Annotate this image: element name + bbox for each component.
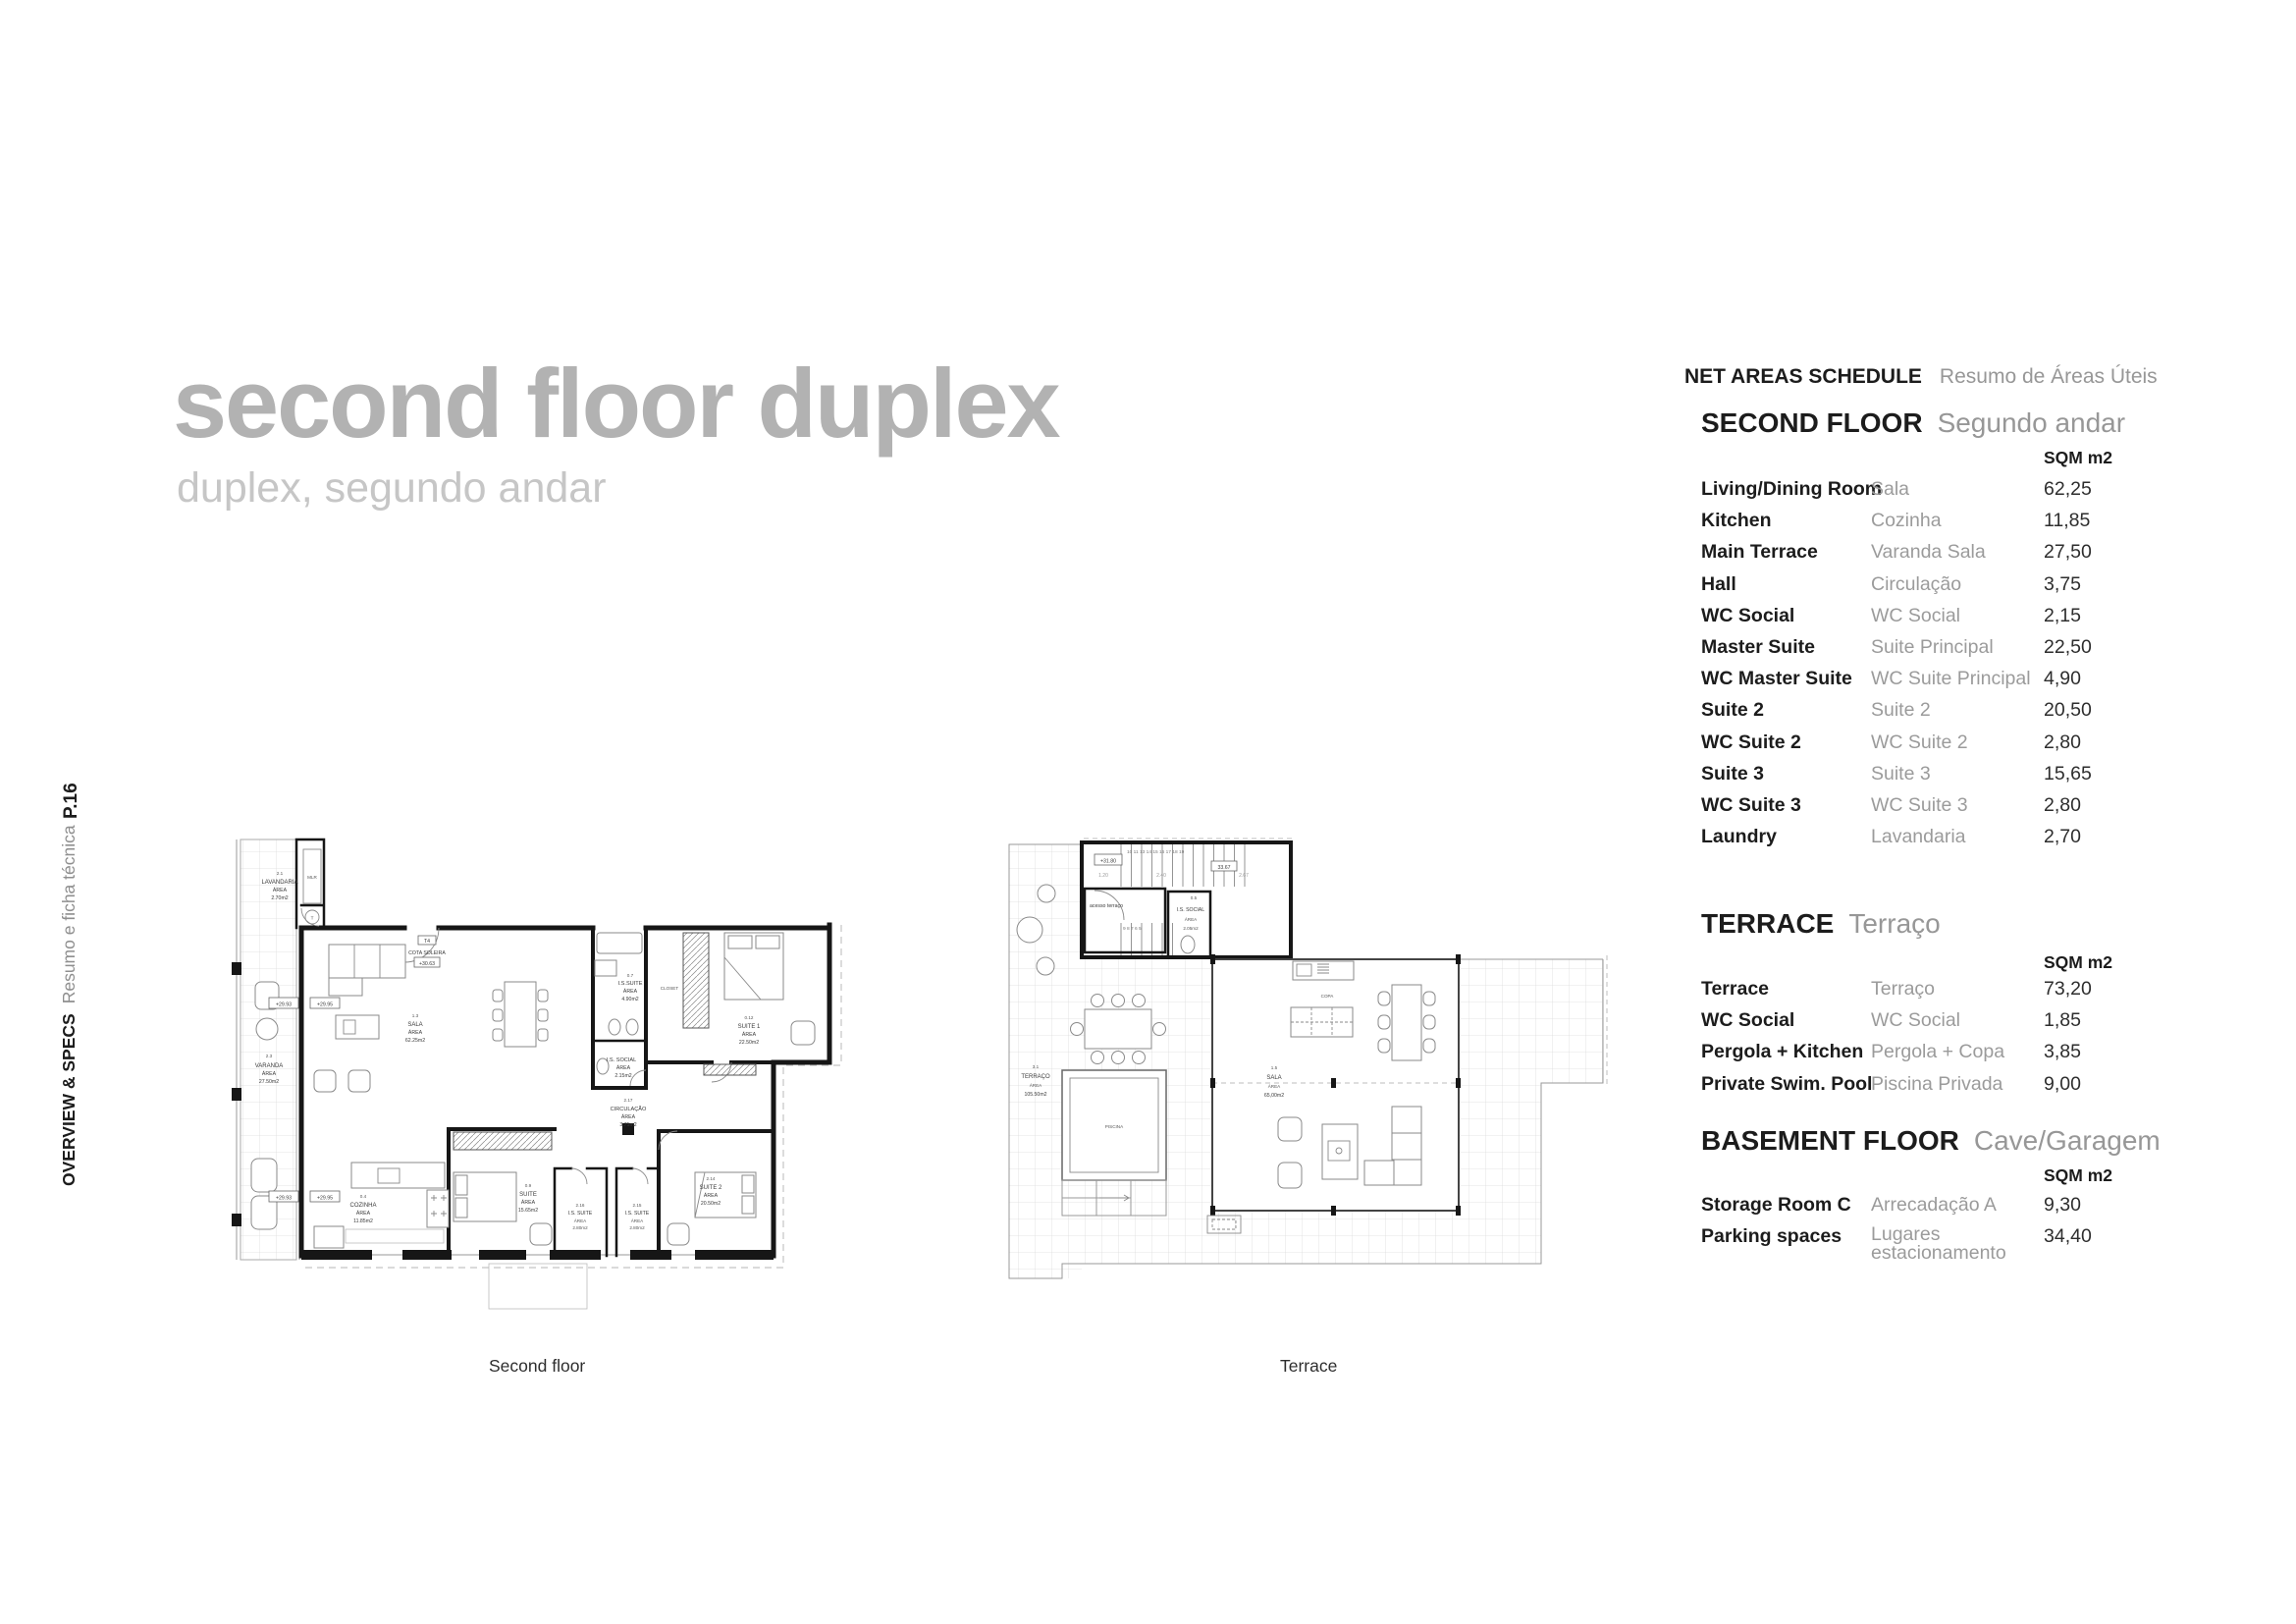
- table-row: [1701, 510, 2212, 541]
- piscina-label: PISCINA: [1104, 1124, 1124, 1129]
- row-pt: Lavandaria: [1871, 826, 1966, 848]
- row-pt: WC Suite Principal: [1871, 668, 2031, 690]
- vanity: [595, 960, 616, 976]
- svg-text:2.05m2: 2.05m2: [1183, 926, 1199, 931]
- armchair: [791, 1021, 815, 1045]
- room-label-suite1: [738, 1015, 761, 1046]
- svg-text:15.65m2: 15.65m2: [517, 1208, 539, 1214]
- svg-text:ÁREA: ÁREA: [261, 1071, 277, 1077]
- elev-box: +29.95: [316, 1001, 334, 1008]
- section-rows: [1701, 978, 2212, 1105]
- armchair: [1278, 1163, 1302, 1188]
- unit-header: SQM m2: [2044, 952, 2113, 972]
- svg-text:2.70m2: 2.70m2: [271, 895, 289, 901]
- svg-text:2.80m2: 2.80m2: [572, 1225, 588, 1230]
- armchair: [1278, 1117, 1302, 1141]
- svg-text:ÁREA: ÁREA: [1184, 917, 1198, 922]
- sofa: [1392, 1107, 1421, 1185]
- schedule-section-second-floor: [1701, 407, 2212, 848]
- svg-text:2.17: 2.17: [623, 1098, 633, 1103]
- dim-box: 33.67: [1217, 865, 1231, 871]
- svg-text:SUITE 1: SUITE 1: [737, 1024, 761, 1030]
- t4-box: T4: [423, 939, 431, 945]
- svg-text:0.5: 0.5: [1190, 895, 1198, 900]
- row-pt: WC Social: [1871, 604, 1961, 626]
- lounger: [251, 1159, 277, 1192]
- svg-text:ÁREA: ÁREA: [520, 1200, 536, 1206]
- svg-text:LAVANDARIA: LAVANDARIA: [261, 880, 298, 886]
- page-title: second floor duplex: [173, 349, 1059, 458]
- outdoor-table: [1085, 1009, 1151, 1049]
- row-pt: Sala: [1871, 478, 1910, 500]
- row-value: 4,90: [2044, 668, 2081, 690]
- cota-soleira-value: +30.63: [418, 961, 436, 967]
- dining-table: [505, 982, 536, 1047]
- kitchen-counter: [427, 1190, 449, 1227]
- stair-numbers-down: 9 8 7 6 5: [1123, 927, 1142, 932]
- svg-text:COZINHA: COZINHA: [349, 1203, 377, 1209]
- row-pt: Circulação: [1871, 572, 1962, 595]
- svg-text:SALA: SALA: [1266, 1075, 1282, 1081]
- room-label-terrace-sala: [1264, 1065, 1284, 1099]
- svg-text:ÁREA: ÁREA: [1267, 1084, 1281, 1089]
- row-en: Kitchen: [1701, 510, 1772, 532]
- row-pt: WC Suite 3: [1871, 793, 1968, 816]
- row-value: 62,25: [2044, 478, 2092, 500]
- table-row: [1701, 478, 2212, 510]
- svg-text:20.50m2: 20.50m2: [700, 1201, 721, 1207]
- room-label-is-suite: [618, 973, 643, 1002]
- svg-text:ÁREA: ÁREA: [741, 1032, 757, 1038]
- section-title-en: BASEMENT FLOOR: [1701, 1125, 1959, 1156]
- dim-label: 2.67: [1239, 873, 1249, 879]
- copa-label: COPA: [1320, 994, 1334, 999]
- svg-text:1.3: 1.3: [411, 1013, 419, 1018]
- table-row: [1701, 1225, 2212, 1272]
- toilet: [626, 1019, 638, 1035]
- row-value: 11,85: [2044, 510, 2091, 532]
- room-label-circulacao: [611, 1098, 647, 1128]
- svg-text:0.4: 0.4: [359, 1194, 367, 1199]
- section-rows: [1701, 1194, 2212, 1272]
- svg-text:I.S. SOCIAL: I.S. SOCIAL: [606, 1057, 637, 1063]
- svg-text:ÁREA: ÁREA: [620, 1114, 636, 1120]
- svg-text:3.75m2: 3.75m2: [619, 1122, 637, 1128]
- sidebar-section-en: OVERVIEW & SPECS: [59, 1013, 79, 1186]
- table-row: [1701, 978, 2212, 1009]
- table-row: [1701, 794, 2212, 826]
- svg-text:62.25m2: 62.25m2: [404, 1038, 426, 1044]
- row-pt: Piscina Privada: [1871, 1072, 2003, 1095]
- svg-text:TERRAÇO: TERRAÇO: [1021, 1074, 1050, 1080]
- media-unit: [336, 1015, 379, 1039]
- svg-text:2.1: 2.1: [276, 871, 284, 876]
- svg-text:0.9: 0.9: [524, 1183, 532, 1188]
- terrace-plan: [1001, 835, 1649, 1335]
- table-row: [1701, 731, 2212, 763]
- table-row: [1701, 668, 2212, 699]
- schedule-header-en: NET AREAS SCHEDULE: [1684, 365, 1922, 388]
- svg-text:SUITE: SUITE: [519, 1192, 537, 1198]
- row-pt: WC Social: [1871, 1009, 1961, 1032]
- page-number: P.16: [61, 783, 81, 819]
- table-row: [1701, 541, 2212, 572]
- covered-living-area: [1210, 954, 1461, 1216]
- row-value: 2,80: [2044, 731, 2081, 753]
- row-en: WC Suite 2: [1701, 731, 1801, 753]
- armchair: [348, 1070, 370, 1092]
- row-value: 1,85: [2044, 1009, 2081, 1032]
- row-en: Storage Room C: [1701, 1194, 1851, 1216]
- svg-text:65,00m2: 65,00m2: [1263, 1093, 1285, 1099]
- room-label-terrace-wc: [1177, 895, 1204, 931]
- table-row: [1701, 826, 2212, 857]
- table-row: [1701, 1194, 2212, 1225]
- closet-label: CLOSET: [660, 986, 679, 991]
- row-en: Pergola + Kitchen: [1701, 1041, 1864, 1063]
- bathtub: [597, 933, 642, 953]
- section-title: [1701, 908, 2212, 940]
- section-title-en: SECOND FLOOR: [1701, 407, 1923, 438]
- schedule-header-pt: Resumo de Áreas Úteis: [1939, 365, 2158, 388]
- row-value: 34,40: [2044, 1225, 2092, 1248]
- row-value: 2,80: [2044, 793, 2081, 816]
- armchair: [314, 1070, 336, 1092]
- row-en: Suite 3: [1701, 762, 1764, 785]
- cota-soleira-label: COTA SOLEIRA: [408, 950, 446, 956]
- svg-text:2.80m2: 2.80m2: [629, 1225, 645, 1230]
- row-pt: Lugares estacionamento: [1871, 1223, 2006, 1265]
- row-en: WC Social: [1701, 604, 1795, 626]
- sofa: [329, 945, 405, 978]
- row-value: 2,70: [2044, 826, 2081, 848]
- svg-text:I.S. SUITE: I.S. SUITE: [567, 1211, 593, 1217]
- stair-block: [1082, 842, 1291, 957]
- svg-text:ÁREA: ÁREA: [703, 1193, 719, 1199]
- svg-text:2.14: 2.14: [706, 1176, 716, 1181]
- svg-text:0.12: 0.12: [744, 1015, 754, 1020]
- svg-text:2.15m2: 2.15m2: [614, 1073, 632, 1079]
- table-row: [1701, 1073, 2212, 1105]
- room-label-sala: [405, 1013, 425, 1044]
- room-label-is-suite2: [568, 1203, 593, 1230]
- elev-box: +29.93: [275, 1001, 293, 1008]
- stair-numbers-up: 10 11 13 14 15 16 17 18 19: [1127, 850, 1185, 855]
- svg-text:ÁREA: ÁREA: [630, 1218, 644, 1223]
- row-en: Master Suite: [1701, 635, 1815, 658]
- sidebar-section-pt: Resumo e ficha técnica: [59, 825, 79, 1004]
- toilet: [609, 1019, 620, 1035]
- table-row: [1701, 605, 2212, 636]
- row-value: 27,50: [2044, 541, 2092, 564]
- table-row: [1701, 1041, 2212, 1072]
- section-title: [1701, 1125, 2212, 1157]
- schedule-section-terrace: [1701, 908, 2212, 1095]
- svg-text:1.5: 1.5: [1270, 1065, 1278, 1070]
- svg-text:I.S. SOCIAL: I.S. SOCIAL: [1176, 907, 1205, 913]
- svg-text:ÁREA: ÁREA: [272, 888, 288, 893]
- page-subtitle: duplex, segundo andar: [177, 464, 607, 512]
- row-value: 3,85: [2044, 1041, 2081, 1063]
- dining-table: [1392, 985, 1421, 1060]
- schedule-section-basement: [1701, 1125, 2212, 1265]
- svg-text:11.85m2: 11.85m2: [353, 1218, 373, 1224]
- row-pt: Cozinha: [1871, 510, 1942, 532]
- row-en: Suite 2: [1701, 699, 1764, 722]
- section-title-pt: Terraço: [1848, 908, 1941, 939]
- row-en: Main Terrace: [1701, 541, 1818, 564]
- row-value: 2,15: [2044, 604, 2081, 626]
- section-title-pt: Cave/Garagem: [1973, 1125, 2161, 1156]
- dim-label: 2.40: [1156, 873, 1166, 879]
- terrace-caption: Terrace: [1280, 1356, 1338, 1376]
- svg-text:ÁREA: ÁREA: [355, 1211, 371, 1217]
- svg-text:2.3: 2.3: [265, 1054, 273, 1058]
- svg-text:4.90m2: 4.90m2: [621, 997, 639, 1002]
- svg-text:ÁREA: ÁREA: [1029, 1083, 1042, 1088]
- row-en: Living/Dining Room: [1701, 478, 1883, 500]
- svg-text:22.50m2: 22.50m2: [738, 1040, 760, 1046]
- elev-box: +31.80: [1099, 858, 1117, 865]
- table-row: [1701, 636, 2212, 668]
- row-pt: WC Suite 2: [1871, 731, 1968, 753]
- elev-box: +29.93: [275, 1195, 293, 1202]
- row-en: Hall: [1701, 572, 1736, 595]
- dim-label: 1.20: [1098, 873, 1108, 879]
- svg-text:3.1: 3.1: [1032, 1064, 1040, 1069]
- row-value: 9,30: [2044, 1194, 2081, 1216]
- room-label-suite: [518, 1183, 538, 1214]
- svg-text:27.50m2: 27.50m2: [258, 1079, 280, 1085]
- svg-text:0.7: 0.7: [626, 973, 634, 978]
- second-floor-plan: [226, 835, 893, 1335]
- chair: [1038, 885, 1055, 902]
- row-value: 22,50: [2044, 635, 2092, 658]
- svg-text:ÁREA: ÁREA: [573, 1218, 587, 1223]
- room-label-is-suite3: [625, 1203, 650, 1230]
- room-label-is-social: [607, 1057, 636, 1079]
- svg-text:105.50m2: 105.50m2: [1024, 1092, 1047, 1098]
- row-pt: Terraço: [1871, 978, 1936, 1000]
- section-title: [1701, 407, 2212, 439]
- unit-header: SQM m2: [2044, 448, 2113, 467]
- mlr-label: MLR: [307, 875, 317, 880]
- coffee-table: [1322, 1124, 1358, 1179]
- table-row: [1701, 1009, 2212, 1041]
- toilet: [1181, 936, 1195, 953]
- svg-text:SUITE 2: SUITE 2: [699, 1185, 722, 1191]
- svg-text:I.S.SUITE: I.S.SUITE: [617, 981, 643, 987]
- row-value: 3,75: [2044, 572, 2081, 595]
- elev-box: +29.95: [316, 1195, 334, 1202]
- row-en: WC Master Suite: [1701, 668, 1852, 690]
- row-en: Laundry: [1701, 826, 1777, 848]
- row-pt: Pergola + Copa: [1871, 1041, 2005, 1063]
- svg-text:SALA: SALA: [407, 1022, 423, 1028]
- round-table: [1017, 917, 1042, 943]
- row-en: WC Social: [1701, 1009, 1795, 1032]
- schedule-header: [1684, 365, 2215, 389]
- row-value: 20,50: [2044, 699, 2092, 722]
- row-pt: Arrecadação A: [1871, 1194, 1997, 1216]
- unit-header: SQM m2: [2044, 1165, 2113, 1185]
- sidebar-section-label: [59, 825, 80, 1186]
- room-label-cozinha: [350, 1194, 377, 1224]
- svg-text:ÁREA: ÁREA: [407, 1030, 423, 1036]
- row-value: 15,65: [2044, 762, 2092, 785]
- section-title-pt: Segundo andar: [1937, 407, 2126, 438]
- svg-text:2.16: 2.16: [575, 1203, 585, 1208]
- section-rows: [1701, 478, 2212, 857]
- acesso-label: acesso terraço: [1090, 903, 1124, 909]
- svg-text:VARANDA: VARANDA: [254, 1063, 284, 1069]
- kitchen-island: [351, 1163, 445, 1188]
- svg-text:I.S. SUITE: I.S. SUITE: [624, 1211, 650, 1217]
- row-value: 9,00: [2044, 1072, 2081, 1095]
- row-en: Private Swim. Pool: [1701, 1072, 1873, 1095]
- armchair: [667, 1223, 689, 1245]
- row-pt: Varanda Sala: [1871, 541, 1986, 564]
- net-areas-schedule: [1684, 365, 2215, 1308]
- svg-text:CIRCULAÇÃO: CIRCULAÇÃO: [610, 1107, 647, 1112]
- row-en: Terrace: [1701, 978, 1770, 1000]
- row-value: 73,20: [2044, 978, 2092, 1000]
- t-circle-label: T: [310, 915, 314, 921]
- svg-text:2.15: 2.15: [632, 1203, 642, 1208]
- svg-text:ÁREA: ÁREA: [615, 1065, 631, 1071]
- furniture: [251, 849, 815, 1248]
- row-en: Parking spaces: [1701, 1225, 1842, 1248]
- section-title-en: TERRACE: [1701, 908, 1835, 939]
- table-row: [1701, 763, 2212, 794]
- table-row: [1701, 699, 2212, 731]
- svg-text:ÁREA: ÁREA: [622, 989, 638, 995]
- row-pt: Suite 2: [1871, 699, 1931, 722]
- chair: [1037, 957, 1054, 975]
- armchair: [530, 1223, 552, 1245]
- lower-terrace-outline: [489, 1264, 587, 1309]
- row-en: WC Suite 3: [1701, 793, 1801, 816]
- row-pt: Suite 3: [1871, 762, 1931, 785]
- second-floor-caption: Second floor: [489, 1356, 586, 1376]
- table-row: [1701, 573, 2212, 605]
- row-pt: Suite Principal: [1871, 635, 1994, 658]
